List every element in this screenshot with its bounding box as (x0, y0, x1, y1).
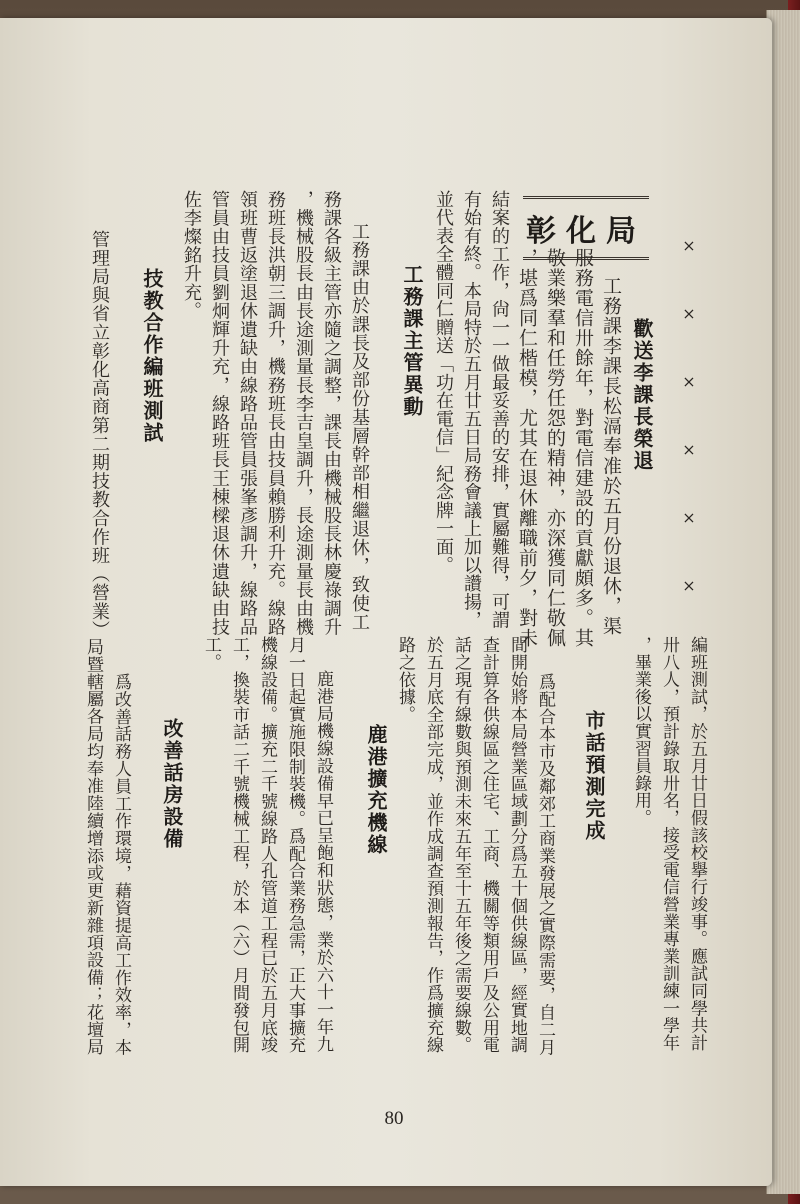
forecast-line: 於五月底全部完成，並作成調查預測報告，作爲擴充線 (423, 636, 443, 1054)
coop-class-line: 管理局與省立彰化高商第二期技教合作班（營業） (89, 230, 110, 640)
lukang-line: 機線設備。擴充二千號線路人孔管道工程已於五月底竣 (257, 636, 277, 1054)
forecast-line: 間開始將本局營業區域劃分爲五十個供線區，經實地調 (507, 636, 527, 1054)
personnel-line: 領班曹返塗退休遺缺由線路品管員張峯彥調升，線路品 (237, 190, 258, 637)
lukang-line: 月一日起實施限制裝機。爲配合業務急需，正大事擴充 (285, 636, 305, 1054)
cross-marks (679, 238, 699, 646)
retirement-line: 有始有終。本局特於五月廿五日局務會議上加以讚揚， (461, 190, 482, 630)
phone-room-line: 爲改善話務人員工作環境，藉資提高工作效率，本 (111, 673, 131, 1056)
lukang-heading: 鹿港擴充機線 (364, 724, 388, 856)
retirement-heading: 歡送李課長榮退 (630, 318, 654, 472)
forecast-line: 查計算各供線區之住宅、工商、機關等類用戶及公用電 (479, 636, 499, 1054)
retirement-line: 工務課李課長松滆奉准於五月份退休，渠 (600, 276, 622, 636)
phone-room-line: 局暨轄屬各局均奉准陸續增添或更新雜項設備；花壇局 (83, 638, 103, 1056)
forecast-line: 路之依據。 (395, 636, 415, 723)
retirement-line: ，堪爲同仁楷模，尤其在退休離職前夕，對未 (516, 248, 538, 648)
retirement-line: 結案的工作，尙一一做最妥善的安排，實屬難得，可謂 (489, 190, 510, 630)
forecast-line: 爲配合本市及鄰郊工商業發展之實際需要，自二月 (535, 673, 555, 1056)
cross-mark: × (682, 304, 696, 323)
retirement-line: 並代表全體同仁贈送「功在電信」紀念牌一面。 (433, 190, 454, 575)
class-continue-line: ，畢業後以實習員錄用。 (631, 636, 651, 827)
personnel-line: 管員由技員劉炯輝升充，線路班長王棟樑退休遺缺由技 (209, 190, 230, 637)
phone-room-heading: 改善話房設備 (160, 718, 184, 850)
personnel-line: 佐李燦銘升充。 (181, 190, 202, 321)
lukang-line: 工，換裝市話二千號機械工程，於本（六）月間發包開 (229, 636, 249, 1054)
class-continue-line: 編班測試，於五月廿日假該校擧行竣事。應試同學共計 (687, 636, 707, 1052)
class-continue-line: 卅八人，預計錄取卅名，接受電信營業專業訓練一學年 (659, 636, 679, 1052)
cross-mark: × (682, 576, 696, 595)
retirement-line: 敬業樂羣和任勞任怨的精神，亦深獲同仁敬佩 (544, 248, 566, 648)
retirement-line: 服務電信卅餘年，對電信建設的貢獻頗多。其 (572, 248, 594, 648)
cross-mark: × (682, 440, 696, 459)
personnel-line: 務班長洪朝三調升，機務班長由技員賴勝利升充。線路 (265, 190, 286, 637)
forecast-heading: 市話預測完成 (582, 710, 606, 842)
personnel-heading: 工務課主管異動 (400, 264, 424, 418)
cross-mark: × (682, 372, 696, 391)
lukang-line: 工。 (201, 636, 221, 671)
banner-title: 彰化局 (523, 196, 649, 260)
forecast-line: 話之現有線數與預測未來五年至十五年後之需要線數。 (451, 636, 471, 1054)
personnel-line: ，機械股長由長途測量長李吉皇調升，長途測量長由機 (293, 190, 314, 637)
cross-mark: × (682, 508, 696, 527)
book-page (0, 18, 772, 1186)
cross-mark: × (682, 236, 696, 255)
page-number: 80 (384, 1108, 404, 1129)
lukang-line: 鹿港局機線設備早已呈飽和狀態，業於六十一年九 (313, 670, 333, 1053)
personnel-line: 務課各級主管亦隨之調整，課長由機械股長林慶祿調升 (321, 190, 342, 637)
personnel-line: 工務課由於課長及部份基層幹部相繼退休，致使工 (349, 222, 370, 632)
coop-class-heading: 技教合作編班測試 (140, 268, 164, 444)
